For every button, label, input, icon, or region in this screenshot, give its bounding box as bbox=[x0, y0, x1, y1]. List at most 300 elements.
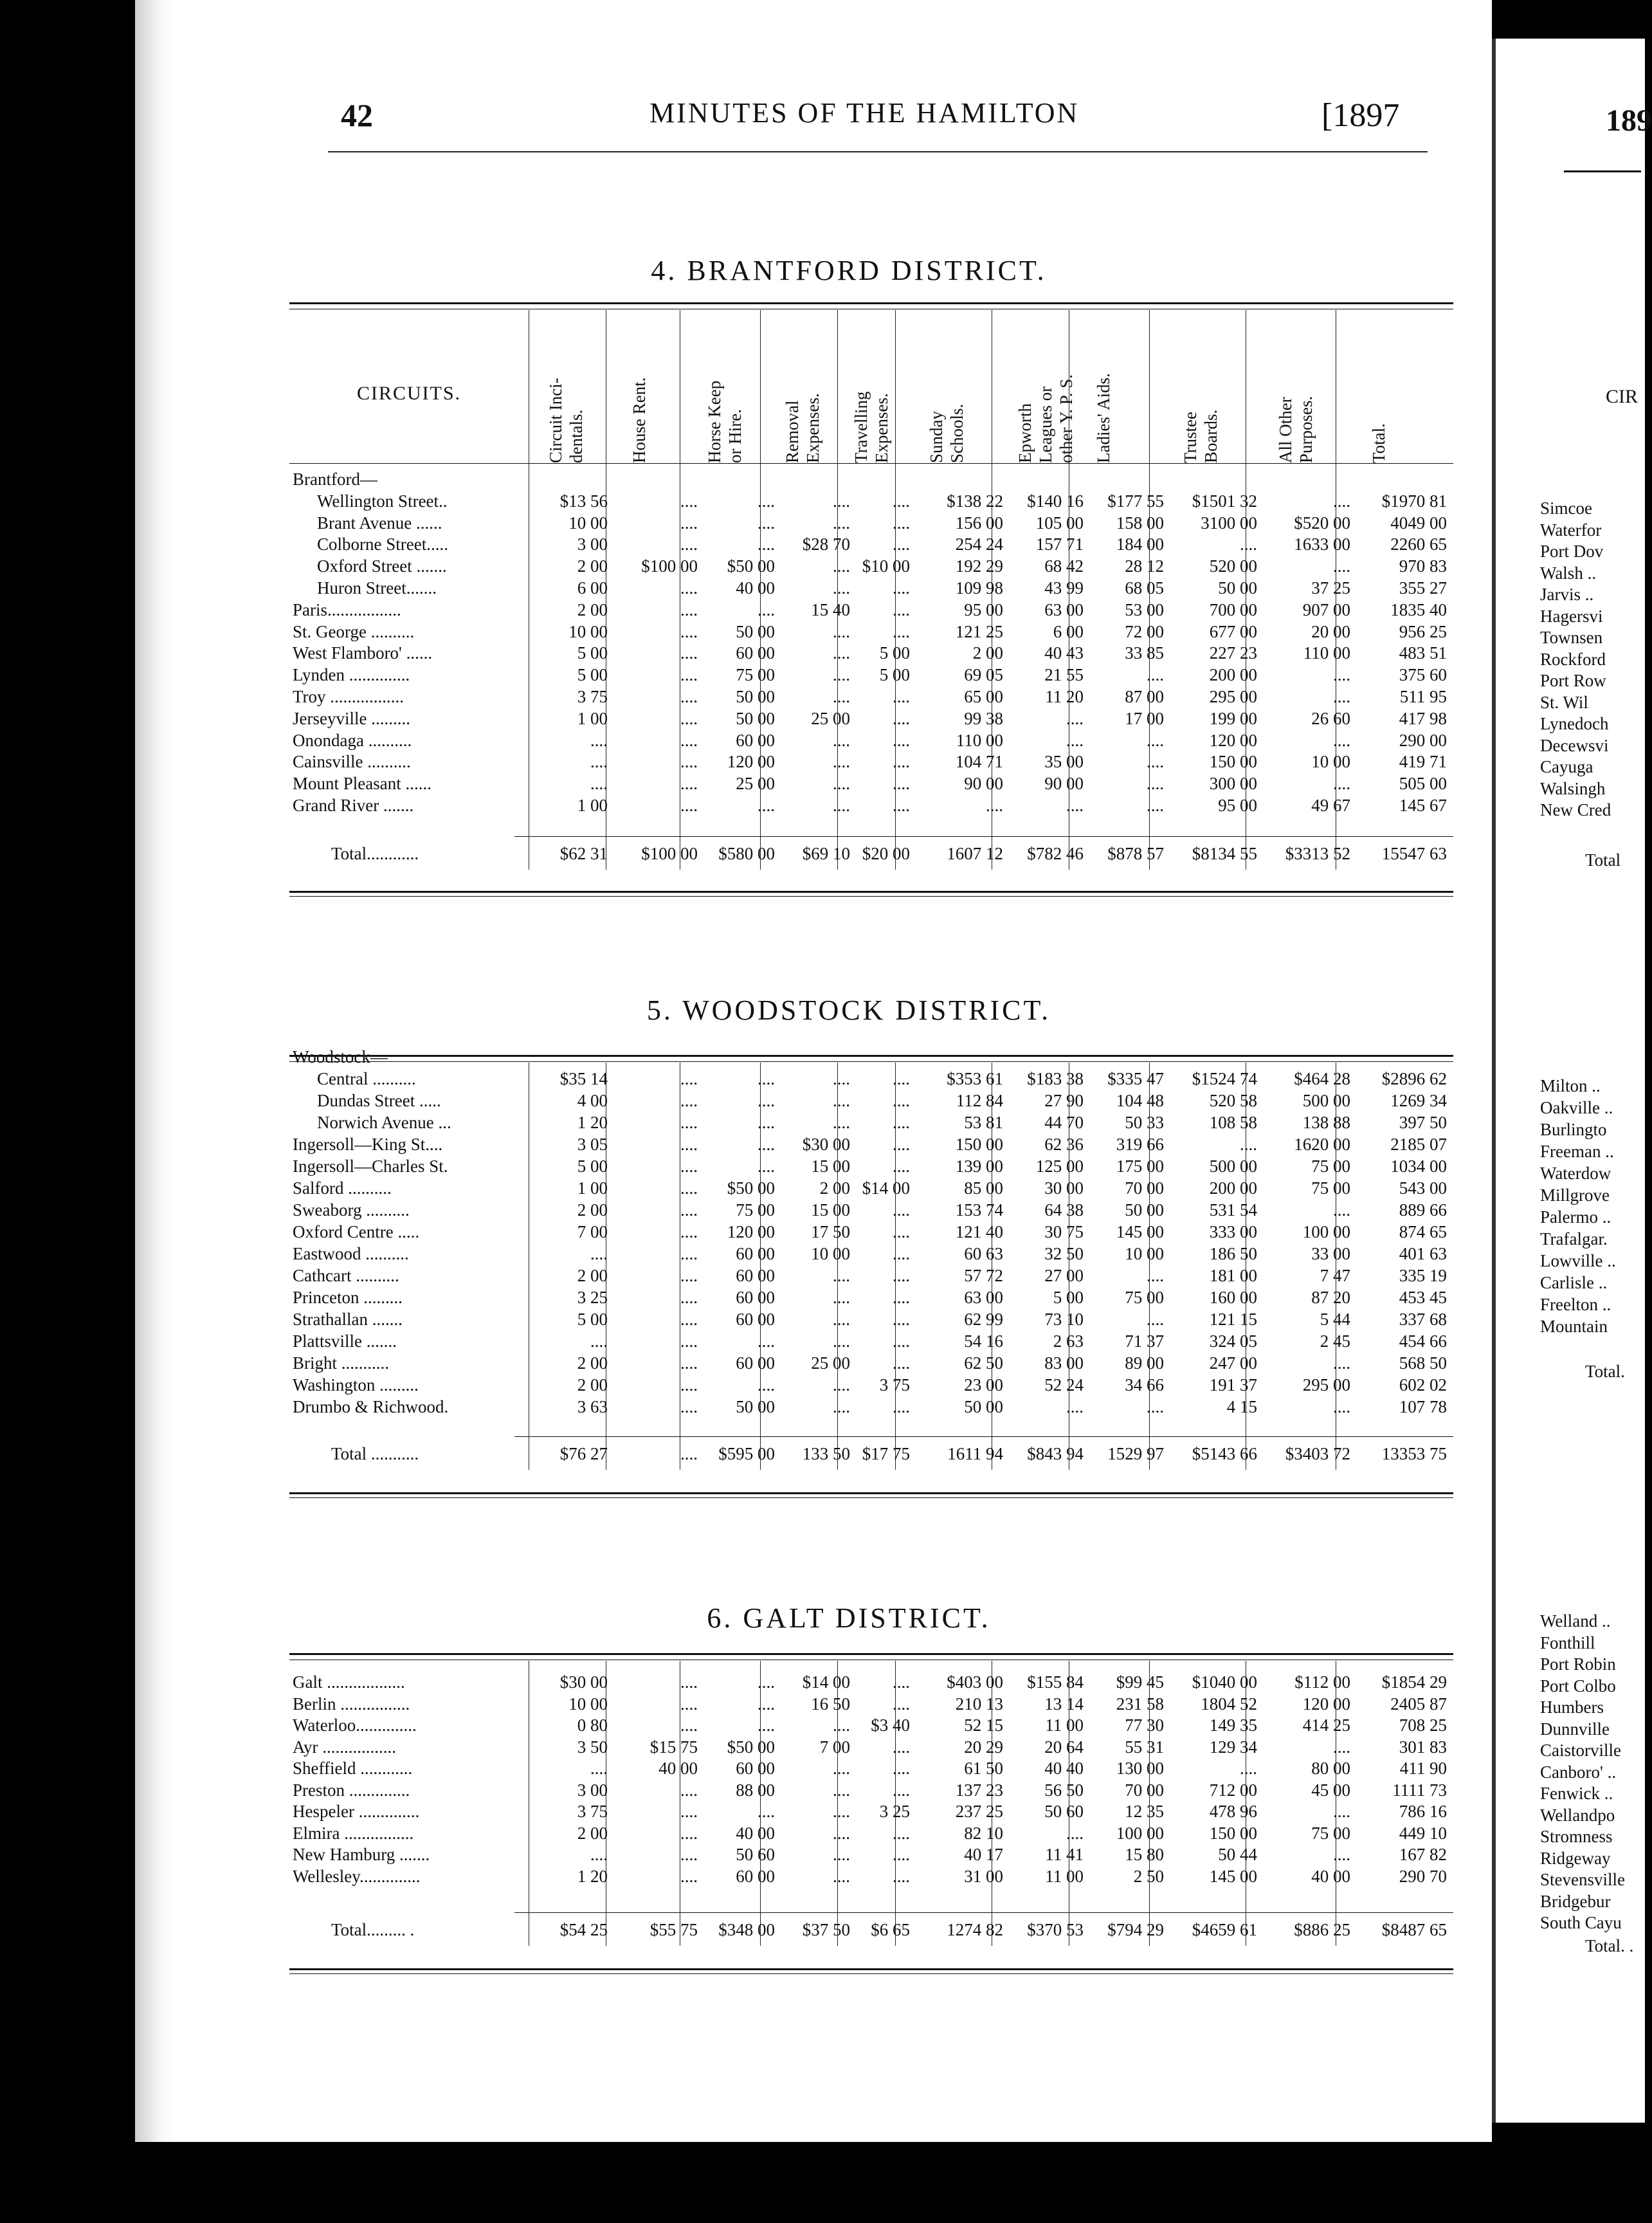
circuit-name: Sweaborg .......... bbox=[293, 1200, 410, 1220]
table-cell: .... bbox=[833, 1780, 850, 1800]
table-cell: 200 00 bbox=[1209, 665, 1257, 685]
circuit-name: Oxford Centre ..... bbox=[293, 1222, 420, 1241]
table-cell: .... bbox=[833, 752, 850, 772]
facing-circuit-name: Simcoe bbox=[1540, 499, 1592, 518]
table-cell: 50 33 bbox=[1125, 1113, 1164, 1132]
table-cell: 70 00 bbox=[1125, 1780, 1164, 1800]
total-cell: $878 57 bbox=[1107, 844, 1164, 863]
table-cell: .... bbox=[833, 730, 850, 750]
total-label: Total......... . bbox=[331, 1920, 415, 1939]
facing-circuit-name: New Cred bbox=[1540, 800, 1611, 819]
table-cell: .... bbox=[680, 1672, 698, 1692]
facing-circuit-name: Oakville .. bbox=[1540, 1098, 1613, 1117]
total-label: Total ........... bbox=[331, 1444, 419, 1463]
table-cell: 90 00 bbox=[1044, 774, 1084, 794]
table-cell: 129 34 bbox=[1209, 1737, 1257, 1757]
table-cell: 500 00 bbox=[1302, 1091, 1350, 1110]
table-cell: .... bbox=[680, 687, 698, 706]
table-cell: .... bbox=[1066, 796, 1084, 815]
table-cell: 970 83 bbox=[1399, 556, 1447, 576]
table-cell: .... bbox=[680, 1288, 698, 1307]
table-cell: .... bbox=[1333, 1397, 1350, 1416]
table-cell: 35 00 bbox=[1044, 752, 1084, 772]
table-cell: 95 00 bbox=[1218, 796, 1257, 815]
table-cell: 2 00 bbox=[577, 1353, 608, 1373]
table-cell: .... bbox=[893, 1353, 910, 1373]
table-cell: 324 05 bbox=[1209, 1331, 1257, 1351]
table-cell: .... bbox=[758, 1694, 775, 1714]
table-cell: 1111 73 bbox=[1392, 1780, 1447, 1800]
table-cell: .... bbox=[680, 1331, 698, 1351]
table-cell: $50 00 bbox=[727, 1737, 775, 1757]
table-cell: .... bbox=[758, 535, 775, 554]
circuit-name: Princeton ......... bbox=[293, 1288, 403, 1307]
table-cell: .... bbox=[833, 665, 850, 685]
table-cell: 5 00 bbox=[879, 643, 910, 663]
table-cell: 40 40 bbox=[1044, 1759, 1084, 1778]
total-top-rule bbox=[514, 1912, 1453, 1913]
table-cell: $1970 81 bbox=[1381, 491, 1447, 511]
table-cell: .... bbox=[758, 1331, 775, 1351]
table-cell: 3100 00 bbox=[1201, 513, 1257, 533]
facing-circuit-name: Wellandpo bbox=[1540, 1805, 1615, 1825]
total-cell: $843 94 bbox=[1027, 1444, 1084, 1463]
table-cell: $10 00 bbox=[862, 556, 910, 576]
total-top-rule bbox=[514, 836, 1453, 837]
facing-circuit-name: Milton .. bbox=[1540, 1076, 1601, 1095]
table-cell: 68 05 bbox=[1125, 578, 1164, 598]
facing-circuit-name: Welland .. bbox=[1540, 1611, 1611, 1631]
table-cell: $1501 32 bbox=[1192, 491, 1257, 511]
circuit-name: Jerseyville ......... bbox=[293, 708, 410, 728]
table-cell: .... bbox=[833, 1091, 850, 1110]
table-cell: 5 00 bbox=[577, 643, 608, 663]
table-cell: 60 00 bbox=[736, 1310, 775, 1329]
table-cell: 70 00 bbox=[1125, 1178, 1164, 1198]
table-cell: .... bbox=[1333, 556, 1350, 576]
table-cell: 4 00 bbox=[577, 1091, 608, 1110]
table-cell: .... bbox=[893, 1244, 910, 1263]
table-cell: .... bbox=[590, 752, 608, 772]
header-rule bbox=[328, 151, 1428, 152]
total-cell: $348 00 bbox=[718, 1920, 775, 1939]
table-cell: .... bbox=[893, 1737, 910, 1757]
table-cell: 2405 87 bbox=[1390, 1694, 1447, 1714]
table-cell: .... bbox=[893, 752, 910, 772]
table-cell: 4 15 bbox=[1226, 1397, 1257, 1416]
table-cell: .... bbox=[680, 491, 698, 511]
page-binding-shadow bbox=[135, 0, 174, 2142]
table-cell: .... bbox=[680, 1866, 698, 1886]
total-cell: $886 25 bbox=[1294, 1920, 1350, 1939]
table-cell: 333 00 bbox=[1209, 1222, 1257, 1241]
table-cell: 478 96 bbox=[1209, 1802, 1257, 1821]
table-cell: .... bbox=[833, 621, 850, 641]
table-cell: .... bbox=[893, 1266, 910, 1285]
section-title: 4. BRANTFORD DISTRICT. bbox=[651, 255, 1047, 286]
facing-circuit-name: Lowville .. bbox=[1540, 1251, 1616, 1270]
table-cell: 1034 00 bbox=[1390, 1157, 1447, 1176]
table-cell: 15 00 bbox=[811, 1200, 850, 1220]
facing-circuit-name: Fenwick .. bbox=[1540, 1784, 1613, 1803]
circuit-name: Colborne Street..... bbox=[317, 535, 448, 554]
table-cell: .... bbox=[833, 1069, 850, 1088]
circuit-name: Eastwood .......... bbox=[293, 1244, 409, 1263]
table-cell: $14 00 bbox=[802, 1672, 850, 1692]
table-cell: .... bbox=[893, 687, 910, 706]
table-cell: 2 45 bbox=[1320, 1331, 1350, 1351]
facing-circuit-name: Freeman .. bbox=[1540, 1142, 1614, 1161]
table-cell: .... bbox=[833, 1802, 850, 1821]
table-cell: 6 00 bbox=[577, 578, 608, 598]
table-cell: .... bbox=[1333, 774, 1350, 794]
table-cell: .... bbox=[1147, 774, 1164, 794]
table-cell: .... bbox=[893, 1397, 910, 1416]
table-cell: .... bbox=[833, 1823, 850, 1843]
table-cell: $353 61 bbox=[947, 1069, 1003, 1088]
table-cell: .... bbox=[1333, 665, 1350, 685]
table-cell: 120 00 bbox=[727, 752, 775, 772]
table-cell: 100 00 bbox=[1116, 1823, 1164, 1843]
facing-page-header: 189 bbox=[1606, 104, 1652, 138]
table-cell: 121 40 bbox=[955, 1222, 1003, 1241]
table-cell: 50 00 bbox=[1218, 578, 1257, 598]
table-cell: 149 35 bbox=[1209, 1715, 1257, 1735]
table-top-rule-inner bbox=[289, 1061, 1453, 1062]
table-cell: .... bbox=[680, 796, 698, 815]
table-cell: 75 00 bbox=[1311, 1178, 1350, 1198]
table-cell: 121 25 bbox=[955, 621, 1003, 641]
table-cell: 17 00 bbox=[1125, 708, 1164, 728]
table-cell: 411 90 bbox=[1399, 1759, 1447, 1778]
circuit-name: Troy ................. bbox=[293, 687, 404, 706]
table-cell: .... bbox=[833, 1397, 850, 1416]
facing-total-label: Total bbox=[1585, 850, 1621, 870]
table-cell: 20 00 bbox=[1311, 621, 1350, 641]
table-cell: 56 50 bbox=[1044, 1780, 1084, 1800]
table-cell: .... bbox=[1147, 665, 1164, 685]
table-cell: 355 27 bbox=[1399, 578, 1447, 598]
table-cell: 75 00 bbox=[736, 665, 775, 685]
table-cell: 64 38 bbox=[1044, 1200, 1084, 1220]
table-cell: 60 00 bbox=[736, 730, 775, 750]
table-cell: .... bbox=[590, 1845, 608, 1864]
table-cell: .... bbox=[833, 1375, 850, 1395]
table-cell: .... bbox=[590, 1759, 608, 1778]
table-cell: 708 25 bbox=[1399, 1715, 1447, 1735]
table-cell: .... bbox=[1333, 1200, 1350, 1220]
table-cell: 2 00 bbox=[577, 1200, 608, 1220]
table-cell: 72 00 bbox=[1125, 621, 1164, 641]
table-cell: 137 23 bbox=[955, 1780, 1003, 1800]
table-cell: 602 02 bbox=[1399, 1375, 1447, 1395]
circuit-name: Oxford Street ....... bbox=[317, 556, 447, 576]
table-cell: 7 00 bbox=[819, 1737, 850, 1757]
facing-total-label: Total. bbox=[1585, 1362, 1625, 1381]
table-cell: $30 00 bbox=[802, 1135, 850, 1154]
table-cell: 3 50 bbox=[577, 1737, 608, 1757]
table-cell: 199 00 bbox=[1209, 708, 1257, 728]
table-cell: 139 00 bbox=[955, 1157, 1003, 1176]
circuit-name: Woodstock— bbox=[293, 1047, 388, 1066]
circuit-name: Hespeler .............. bbox=[293, 1802, 420, 1821]
table-cell: 60 00 bbox=[736, 1244, 775, 1263]
table-cell: 145 00 bbox=[1209, 1866, 1257, 1886]
table-cell: 1804 52 bbox=[1201, 1694, 1257, 1714]
table-cell: .... bbox=[893, 1866, 910, 1886]
table-cell: 5 00 bbox=[577, 665, 608, 685]
table-cell: 160 00 bbox=[1209, 1288, 1257, 1307]
table-cell: 83 00 bbox=[1044, 1353, 1084, 1373]
table-cell: 712 00 bbox=[1209, 1780, 1257, 1800]
table-cell: 50 00 bbox=[1125, 1200, 1164, 1220]
table-cell: .... bbox=[680, 1845, 698, 1864]
facing-circuit-name: Port Dov bbox=[1540, 542, 1604, 561]
table-cell: .... bbox=[893, 1331, 910, 1351]
table-cell: .... bbox=[833, 578, 850, 598]
table-cell: 1835 40 bbox=[1390, 599, 1447, 619]
table-cell: 50 00 bbox=[736, 708, 775, 728]
table-cell: $50 00 bbox=[727, 556, 775, 576]
table-cell: 300 00 bbox=[1209, 774, 1257, 794]
table-cell: 89 00 bbox=[1125, 1353, 1164, 1373]
total-cell: $69 10 bbox=[802, 844, 850, 863]
facing-circuit-name: Jarvis .. bbox=[1540, 585, 1594, 604]
table-cell: 453 45 bbox=[1399, 1288, 1447, 1307]
table-cell: .... bbox=[680, 621, 698, 641]
table-cell: 88 00 bbox=[736, 1780, 775, 1800]
table-cell: 62 36 bbox=[1044, 1135, 1084, 1154]
table-cell: $35 14 bbox=[559, 1069, 608, 1088]
table-cell: .... bbox=[680, 1244, 698, 1263]
table-cell: 10 00 bbox=[1311, 752, 1350, 772]
total-cell: 1274 82 bbox=[947, 1920, 1003, 1939]
facing-circuit-name: Lynedoch bbox=[1540, 714, 1609, 733]
table-cell: 2 00 bbox=[577, 1375, 608, 1395]
table-cell: 75 00 bbox=[1311, 1157, 1350, 1176]
table-cell: 175 00 bbox=[1116, 1157, 1164, 1176]
table-cell: .... bbox=[893, 1780, 910, 1800]
facing-circuit-name: South Cayu bbox=[1540, 1913, 1622, 1932]
table-cell: 50 44 bbox=[1218, 1845, 1257, 1864]
table-cell: .... bbox=[758, 1135, 775, 1154]
table-cell: .... bbox=[893, 1157, 910, 1176]
table-cell: 5 44 bbox=[1320, 1310, 1350, 1329]
table-cell: .... bbox=[680, 513, 698, 533]
facing-circuit-name: Humbers bbox=[1540, 1697, 1604, 1717]
total-cell: $37 50 bbox=[802, 1920, 850, 1939]
facing-circuit-name: St. Wil bbox=[1540, 692, 1588, 712]
facing-header-rule bbox=[1564, 170, 1641, 172]
table-cell: 677 00 bbox=[1209, 621, 1257, 641]
table-cell: .... bbox=[680, 1780, 698, 1800]
table-cell: 30 75 bbox=[1044, 1222, 1084, 1241]
table-cell: .... bbox=[833, 1715, 850, 1735]
total-cell: $62 31 bbox=[559, 844, 608, 863]
table-cell: 53 00 bbox=[1125, 599, 1164, 619]
table-cell: 31 00 bbox=[964, 1866, 1003, 1886]
table-cell: 63 00 bbox=[1044, 599, 1084, 619]
table-cell: 158 00 bbox=[1116, 513, 1164, 533]
table-cell: .... bbox=[680, 1135, 698, 1154]
table-cell: .... bbox=[758, 1069, 775, 1088]
table-cell: 49 67 bbox=[1311, 796, 1350, 815]
circuit-name: Strathallan ....... bbox=[293, 1310, 403, 1329]
table-cell: .... bbox=[893, 1759, 910, 1778]
table-cell: 120 00 bbox=[1209, 730, 1257, 750]
table-cell: 500 00 bbox=[1209, 1157, 1257, 1176]
table-cell: .... bbox=[1333, 1802, 1350, 1821]
table-cell: 786 16 bbox=[1399, 1802, 1447, 1821]
facing-circuit-name: Port Row bbox=[1540, 671, 1606, 690]
table-cell: .... bbox=[893, 774, 910, 794]
table-cell: 95 00 bbox=[964, 599, 1003, 619]
facing-circuit-name: Stevensville bbox=[1540, 1870, 1625, 1889]
table-cell: .... bbox=[680, 535, 698, 554]
table-cell: 11 00 bbox=[1045, 1715, 1084, 1735]
column-header: Circuit Inci- dentals. bbox=[545, 378, 586, 463]
table-cell: 520 58 bbox=[1209, 1091, 1257, 1110]
facing-circuit-name: Rockford bbox=[1540, 649, 1606, 669]
circuit-name: Huron Street....... bbox=[317, 578, 437, 598]
table-cell: $403 00 bbox=[947, 1672, 1003, 1692]
table-cell: 11 41 bbox=[1045, 1845, 1084, 1864]
table-cell: 1633 00 bbox=[1294, 535, 1350, 554]
table-bottom-rule bbox=[289, 1492, 1453, 1494]
table-cell: 16 50 bbox=[811, 1694, 850, 1714]
table-cell: .... bbox=[680, 774, 698, 794]
table-cell: .... bbox=[1066, 1823, 1084, 1843]
table-cell: 3 25 bbox=[879, 1802, 910, 1821]
table-cell: 37 25 bbox=[1311, 578, 1350, 598]
facing-circuit-name: Ridgeway bbox=[1540, 1848, 1611, 1868]
table-cell: 50 00 bbox=[736, 1397, 775, 1416]
circuits-header: CIRCUITS. bbox=[357, 383, 462, 404]
table-cell: 401 63 bbox=[1399, 1244, 1447, 1263]
table-cell: $112 00 bbox=[1294, 1672, 1350, 1692]
facing-circuit-name: Bridgebur bbox=[1540, 1891, 1611, 1911]
table-cell: .... bbox=[758, 1802, 775, 1821]
table-cell: 231 58 bbox=[1116, 1694, 1164, 1714]
table-cell: 10 00 bbox=[568, 621, 608, 641]
table-cell: 5 00 bbox=[879, 665, 910, 685]
facing-circuit-name: Canboro' .. bbox=[1540, 1762, 1617, 1782]
table-cell: .... bbox=[833, 1331, 850, 1351]
table-top-rule bbox=[289, 1055, 1453, 1057]
column-header: House Rent. bbox=[629, 377, 649, 463]
table-cell: .... bbox=[680, 752, 698, 772]
table-cell: 125 00 bbox=[1035, 1157, 1084, 1176]
table-cell: .... bbox=[1333, 1353, 1350, 1373]
table-cell: .... bbox=[893, 1135, 910, 1154]
total-cell: $55 75 bbox=[649, 1920, 698, 1939]
column-header: Horse Keep or Hire. bbox=[705, 380, 745, 463]
table-cell: 191 37 bbox=[1209, 1375, 1257, 1395]
table-cell: .... bbox=[680, 665, 698, 685]
facing-total-label: Total. . bbox=[1585, 1936, 1634, 1955]
table-cell: .... bbox=[833, 796, 850, 815]
total-cell: $370 53 bbox=[1027, 1920, 1084, 1939]
table-cell: .... bbox=[680, 1069, 698, 1088]
table-cell: 77 30 bbox=[1125, 1715, 1164, 1735]
table-cell: 25 00 bbox=[736, 774, 775, 794]
table-cell: 5 00 bbox=[577, 1310, 608, 1329]
table-cell: 52 24 bbox=[1044, 1375, 1084, 1395]
table-cell: .... bbox=[680, 1353, 698, 1373]
table-cell: 100 00 bbox=[1302, 1222, 1350, 1241]
facing-circuit-name: Carlisle .. bbox=[1540, 1273, 1608, 1292]
table-cell: 15 00 bbox=[811, 1157, 850, 1176]
table-cell: 60 00 bbox=[736, 1288, 775, 1307]
table-cell: 75 00 bbox=[1125, 1288, 1164, 1307]
table-cell: .... bbox=[680, 1157, 698, 1176]
total-top-rule bbox=[514, 1436, 1453, 1437]
facing-circuits-header: CIR bbox=[1606, 386, 1638, 407]
facing-circuit-name: Decewsvi bbox=[1540, 735, 1609, 755]
table-cell: $14 00 bbox=[862, 1178, 910, 1198]
circuit-name: Galt .................. bbox=[293, 1672, 405, 1692]
facing-circuit-name: Mountain bbox=[1540, 1317, 1608, 1336]
table-cell: 75 00 bbox=[736, 1200, 775, 1220]
table-cell: .... bbox=[758, 1672, 775, 1692]
table-cell: 1269 34 bbox=[1390, 1091, 1447, 1110]
facing-circuit-name: Fonthill bbox=[1540, 1633, 1595, 1652]
table-cell: .... bbox=[1240, 535, 1257, 554]
table-cell: 40 43 bbox=[1044, 643, 1084, 663]
table-cell: 874 65 bbox=[1399, 1222, 1447, 1241]
total-cell: $100 00 bbox=[641, 844, 698, 863]
table-cell: .... bbox=[833, 1845, 850, 1864]
table-cell: .... bbox=[833, 1310, 850, 1329]
table-cell: 121 15 bbox=[1209, 1310, 1257, 1329]
table-cell: .... bbox=[680, 1397, 698, 1416]
table-cell: 109 98 bbox=[955, 578, 1003, 598]
table-cell: .... bbox=[893, 1069, 910, 1088]
table-cell: 12 35 bbox=[1125, 1802, 1164, 1821]
table-cell: 210 13 bbox=[955, 1694, 1003, 1714]
table-cell: 13 14 bbox=[1044, 1694, 1084, 1714]
total-cell: $4659 61 bbox=[1192, 1920, 1257, 1939]
table-bottom-rule bbox=[289, 1968, 1453, 1970]
table-cell: .... bbox=[758, 1715, 775, 1735]
circuit-name: Ingersoll—Charles St. bbox=[293, 1157, 448, 1176]
table-cell: 3 75 bbox=[879, 1375, 910, 1395]
table-cell: 110 00 bbox=[956, 730, 1003, 750]
table-cell: 2 00 bbox=[577, 556, 608, 576]
total-cell: 1611 94 bbox=[947, 1444, 1003, 1463]
table-cell: 90 00 bbox=[964, 774, 1003, 794]
table-cell: 2185 07 bbox=[1390, 1135, 1447, 1154]
table-cell: 5 00 bbox=[1053, 1288, 1084, 1307]
table-cell: 3 25 bbox=[577, 1288, 608, 1307]
facing-circuit-name: Caistorville bbox=[1540, 1741, 1621, 1760]
table-cell: 138 88 bbox=[1302, 1113, 1350, 1132]
circuit-name: Onondaga .......... bbox=[293, 730, 412, 750]
table-cell: 290 70 bbox=[1399, 1866, 1447, 1886]
table-cell: .... bbox=[758, 1091, 775, 1110]
table-cell: .... bbox=[758, 796, 775, 815]
table-cell: 71 37 bbox=[1125, 1331, 1164, 1351]
table-cell: 907 00 bbox=[1302, 599, 1350, 619]
column-header: Epworth Leagues or other Y. P. S. bbox=[1015, 374, 1076, 463]
circuit-name: Brantford— bbox=[293, 470, 377, 489]
running-year: [1897 bbox=[1321, 97, 1400, 134]
table-cell: 3 75 bbox=[577, 1802, 608, 1821]
table-cell: .... bbox=[590, 730, 608, 750]
table-cell: .... bbox=[1333, 491, 1350, 511]
facing-circuit-name: Burlingto bbox=[1540, 1120, 1607, 1139]
table-cell: .... bbox=[680, 578, 698, 598]
